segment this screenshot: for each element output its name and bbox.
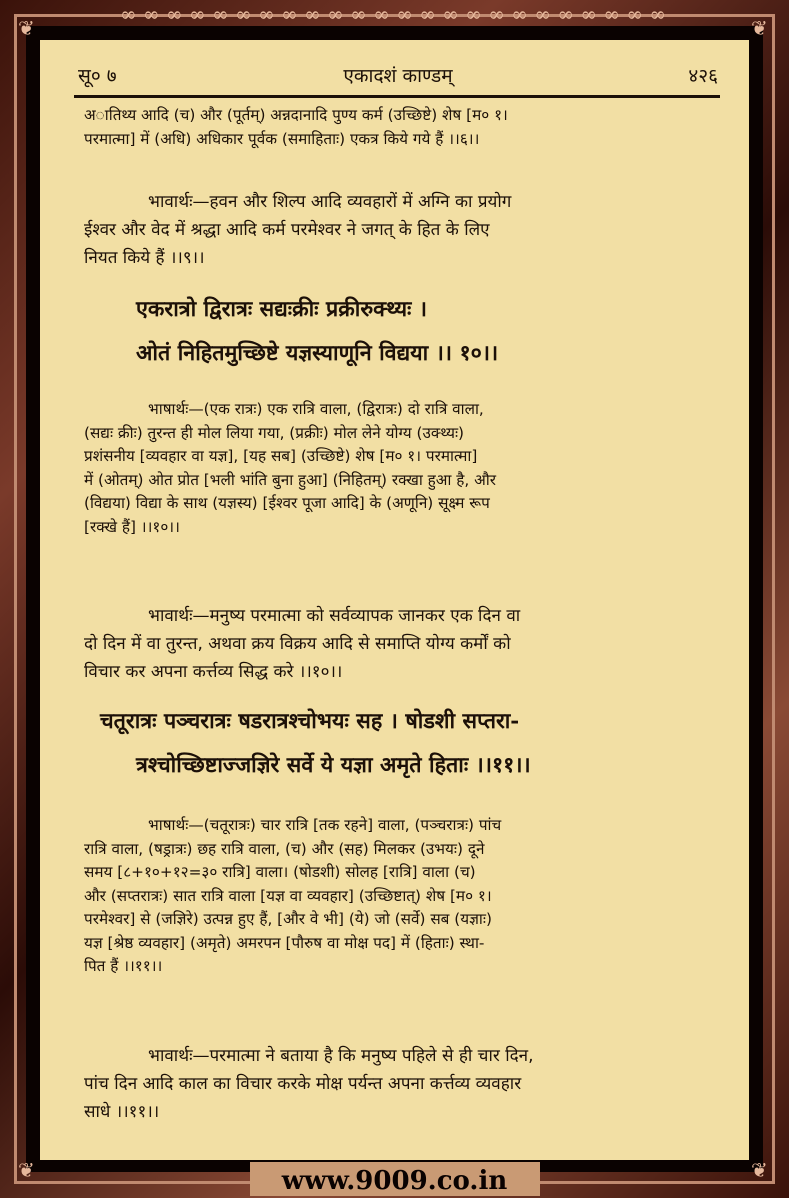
text-line: रात्रि वाला, (षड्रात्रः) छह रात्रि वाला, (च) और (सह) मिलकर (उभयः) दूने: [84, 839, 485, 858]
text-line: परमेश्वर] से (जज्ञिरे) उत्पन्न हुए हैं, [और वे भी] (ये) जो (सर्वे) सब (यज्ञाः): [84, 910, 492, 928]
border-ornament-icon: ∞ ∞ ∞ ∞ ∞ ∞ ∞ ∞ ∞ ∞ ∞ ∞ ∞ ∞ ∞ ∞ ∞ ∞ ∞ ∞ ∞ ∞ ∞ ∞: [120, 2, 667, 26]
text-line: नियत किये हैं ।।९।।: [84, 248, 205, 268]
website-footer[interactable]: www.9009.co.in: [281, 1166, 508, 1196]
text-line: ईश्वर और वेद में श्रद्धा आदि कर्म परमेश्वर ने जगत् के हित के लिए: [84, 220, 490, 240]
text-line: यज्ञ [श्रेष्ठ व्यवहार] (अमृते) अमरपन [पौरुष वा मोक्ष पद] में (हिताः) स्था-: [84, 933, 485, 952]
verse-line: ओतं निहितमुच्छिष्टे यज्ञस्याणूनि विद्यया ।। १०।।: [136, 341, 499, 366]
text-line: (विद्यया) विद्या के साथ (यज्ञस्य) [ईश्वर पूजा आदि] के (अणूनि) सूक्ष्म रूप: [84, 494, 490, 512]
page-header: [78, 62, 718, 88]
bhavartha-11: [84, 1042, 712, 1126]
text-line: भावार्थः—मनुष्य परमात्मा को सर्वव्यापक जानकर एक दिन वा: [148, 606, 521, 626]
text-line: और (सप्तरात्रः) सात रात्रि वाला [यज्ञ वा व्यवहार] (उच्छिष्टात्) शेष [म० १।: [84, 886, 492, 905]
bhasha-11: [84, 814, 712, 979]
corner-ornament-icon: ❦: [18, 16, 35, 40]
bhavartha-10: [84, 602, 712, 686]
mantra-9-translation-end: [84, 104, 712, 151]
verse-10: [136, 288, 716, 376]
corner-ornament-icon: ❦: [751, 1158, 768, 1182]
corner-ornament-icon: ❦: [751, 16, 768, 40]
text-line: समय [८+१०+१२=३० रात्रि] वाला। (षोडशी) सोलह [रात्रि] वाला (च): [84, 863, 476, 881]
text-line: भावार्थः—परमात्मा ने बताया है कि मनुष्य पहिले से ही चार दिन,: [148, 1046, 534, 1066]
verse-line: एकरात्रो द्विरात्रः सद्यःक्रीः प्रक्रीरुक्थ्यः ।: [136, 297, 428, 322]
page-title: एकादशं काण्डम्: [343, 65, 453, 87]
text-line: अातिथ्य आदि (च) और (पूर्तम्) अन्नदानादि पुण्य कर्म (उच्छिष्टे) शेष [म० १।: [84, 106, 508, 124]
text-line: भाषार्थः—(एक रात्रः) एक रात्रि वाला, (द्विरात्रः) दो रात्रि वाला,: [148, 400, 484, 418]
book-page: [40, 40, 749, 1160]
text-line: विचार कर अपना कर्त्तव्य सिद्ध करे ।।१०।।: [84, 662, 343, 682]
text-line: दो दिन में वा तुरन्त, अथवा क्रय विक्रय आदि से समाप्ति योग्य कर्मों को: [84, 634, 511, 654]
corner-ornament-icon: ❦: [18, 1158, 35, 1182]
text-line: भावार्थः—हवन और शिल्प आदि व्यवहारों में अग्नि का प्रयोग: [148, 192, 512, 212]
text-line: में (ओतम्) ओत प्रोत [भली भांति बुना हुआ] (निहितम्) रक्खा हुआ है, और: [84, 470, 497, 489]
text-line: प्रशंसनीय [व्यवहार वा यज्ञ], [यह सब] (उच्छिष्टे) शेष [म० १। परमात्मा]: [84, 447, 478, 465]
verse-line: त्रश्चोच्छिष्टाज्जज्ञिरे सर्वे ये यज्ञा अमृते हिताः ।।११।।: [136, 753, 531, 778]
page-number: ४२६: [688, 65, 718, 87]
sukta-number: सू० ७: [78, 65, 117, 87]
text-line: भाषार्थः—(चतूरात्रः) चार रात्रि [तक रहने] वाला, (पञ्चरात्रः) पांच: [148, 816, 502, 834]
bhavartha-9: [84, 188, 712, 272]
verse-11: [100, 700, 740, 788]
text-line: परमात्मा] में (अधि) अधिकार पूर्वक (समाहिताः) एकत्र किये गये हैं ।।६।।: [84, 129, 480, 148]
text-line: साधे ।।११।।: [84, 1102, 160, 1122]
verse-line: चतूरात्रः पञ्चरात्रः षडरात्रश्चोभयः सह । षोडशी सप्तरा-: [100, 709, 520, 734]
bhasha-10: [84, 398, 712, 539]
header-rule: [74, 95, 720, 98]
text-line: पित हैं ।।११।।: [84, 957, 163, 975]
text-line: (सद्यः क्रीः) तुरन्त ही मोल लिया गया, (प्रक्रीः) मोल लेने योग्य (उक्थ्यः): [84, 423, 465, 442]
text-line: [रक्खे हैं] ।।१०।।: [84, 517, 180, 536]
text-line: पांच दिन आदि काल का विचार करके मोक्ष पर्यन्त अपना कर्त्तव्य व्यवहार: [84, 1074, 522, 1094]
